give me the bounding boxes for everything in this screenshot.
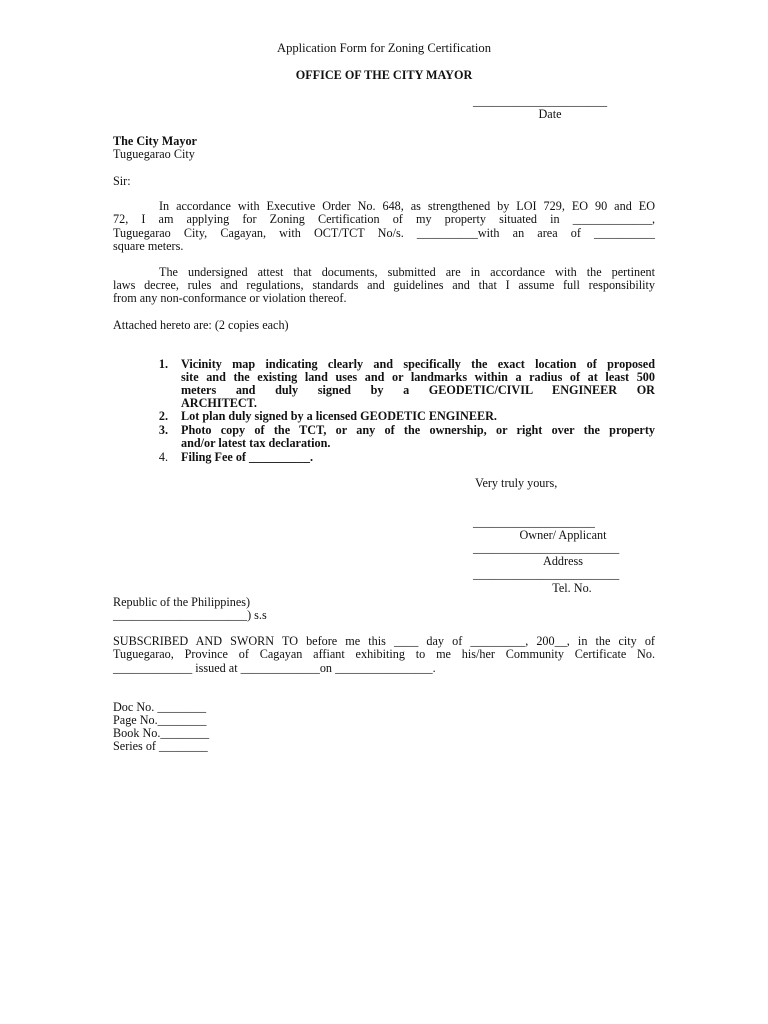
republic-line: Republic of the Philippines): [113, 595, 251, 609]
paragraph-line: from any non-conformance or violation thereof.: [113, 291, 347, 305]
address-label: Address: [543, 554, 583, 568]
list-line: and/or latest tax declaration.: [181, 436, 331, 450]
address-line: ________________________: [473, 541, 620, 555]
paragraph-line: square meters.: [113, 239, 184, 253]
list-number: 4.: [158, 450, 168, 464]
list-line: ARCHITECT.: [181, 396, 257, 410]
series-of: Series of ________: [113, 739, 208, 753]
list-line: Lot plan duly signed by a licensed GEODETIC ENGINEER.: [181, 409, 497, 423]
tel-line: ________________________: [473, 567, 620, 581]
list-line: Vicinity map indicating clearly and specifically the exact location of proposed: [181, 357, 655, 371]
ss-line: ______________________) s.s: [113, 608, 267, 622]
list-line: meters and duly signed by a GEODETIC/CIVIL ENGINEER OR: [181, 383, 655, 397]
paragraph-line: In accordance with Executive Order No. 648, as strengthened by LOI 729, EO 90 and EO: [159, 199, 655, 213]
addressee-name: The City Mayor: [113, 134, 197, 148]
doc-no: Doc No. ________: [113, 700, 207, 714]
paragraph-line: laws decree, rules and regulations, standards and guidelines and that I assume full responsibility: [113, 278, 655, 292]
paragraph-line: The undersigned attest that documents, submitted are in accordance with the pertinent: [159, 265, 655, 279]
attached-heading: Attached hereto are: (2 copies each): [113, 318, 289, 332]
addressee-city: Tuguegarao City: [113, 147, 195, 161]
list-line: site and the existing land uses and or landmarks within a radius of at least 500: [181, 370, 655, 384]
jurat-line: Tuguegarao, Province of Cagayan affiant exhibiting to me his/her Community Certificate No.: [113, 647, 655, 661]
paragraph-line: 72, I am applying for Zoning Certification of my property situated in _____________,: [113, 212, 655, 226]
office-heading: OFFICE OF THE CITY MAYOR: [295, 68, 473, 82]
date-line: ______________________: [473, 94, 608, 108]
tel-label: Tel. No.: [552, 581, 592, 595]
signature-line: ____________________: [473, 515, 595, 529]
salutation: Sir:: [113, 174, 131, 188]
list-number: 3.: [158, 423, 168, 437]
list-number: 2.: [158, 409, 168, 423]
closing: Very truly yours,: [475, 476, 558, 490]
owner-label: Owner/ Applicant: [519, 528, 607, 542]
list-number: 1.: [158, 357, 168, 371]
form-title: Application Form for Zoning Certification: [276, 41, 492, 55]
book-no: Book No.________: [113, 726, 210, 740]
jurat-line: SUBSCRIBED AND SWORN TO before me this ____ day of _________, 200__, in the city of: [113, 634, 655, 648]
page-no: Page No.________: [113, 713, 207, 727]
paragraph-line: Tuguegarao City, Cagayan, with OCT/TCT No/s. __________with an area of __________: [113, 226, 655, 240]
list-line: Filing Fee of __________.: [181, 450, 314, 464]
list-line: Photo copy of the TCT, or any of the ownership, or right over the property: [181, 423, 655, 437]
jurat-line: _____________ issued at _____________on ________________.: [113, 661, 436, 675]
date-label: Date: [538, 107, 562, 121]
